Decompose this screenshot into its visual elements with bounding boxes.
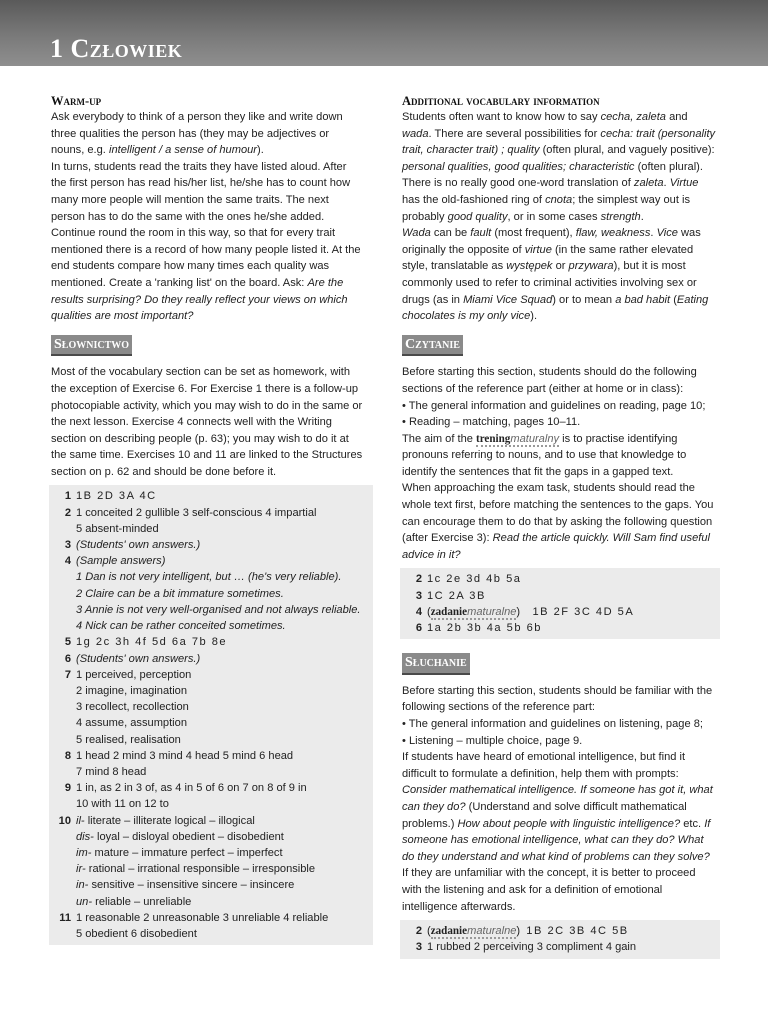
czytanie-paragraph-1: Before starting this section, students should do the following sections of the reference part (either at home or in class): xyxy=(402,366,697,395)
answer-11: 11 1 reasonable 2 unreasonable 3 unreliable 4 reliable 5 obedient 6 disobedient xyxy=(59,911,329,940)
left-column xyxy=(51,94,363,945)
sluchanie-bullet-1: • The general information and guidelines on listening, page 8; xyxy=(402,718,703,731)
slownictwo-title: Słownictwo xyxy=(51,335,132,357)
sluchanie-title: Słuchanie xyxy=(402,653,470,675)
warmup-paragraph-1: Ask everybody to think of a person they like and write down three qualities the person has (they may be adjectives or nouns, e.g. intelligent / a sense of humour). xyxy=(51,111,343,157)
chapter-title: 1 Człowiek xyxy=(50,34,183,63)
czytanie-answer-key xyxy=(400,568,720,639)
sluchanie-bullet-2: • Listening – multiple choice, page 9. xyxy=(402,734,583,747)
czytanie-answer-4: 4 (zadaniematuralne) 1B 2F 3C 4D 5A xyxy=(415,605,635,618)
slownictwo-paragraph: Most of the vocabulary section can be set as homework, with the exception of Exercise 6. For Exercise 1 there is a follow-up photocopiable activity, which you may wish to do in the same or the next lesson. Exercise 4 connects well with the Writing section on describing people (p. 63); you may wish to do it at the same time. Exercises 10 and 11 are linked to the Structures section on p. 62 and should be done before it. xyxy=(51,366,363,478)
addvocab-paragraph: Students often want to know how to say cecha, zaleta and wada. There are several possibilities for cecha: trait (personality trait, character trait) ; quality (often plural, and vaguely positive): personal qualities, good qualities; characteristic (often plural). There is no really good one-word translation of zaleta. Virtue has the old-fashioned ring of cnota; the simplest way out is probably good quality, or in some cases strength. xyxy=(402,111,716,223)
right-column xyxy=(402,94,716,959)
warmup-paragraph-2: In turns, students read the traits they have listed aloud. After the first person has read his/her list, he/she has to count how many more people will mention the same traits. The next person has to do the same with the ones he/she added. Continue round the room in this way, so that for every trait mentioned there is a record of how many people listed it. At the end students compare how many times each quality was mentioned. Create a 'ranking list' on the board. Ask: Are the results surprising? Do they really reflect your views on which qualities are most important? xyxy=(51,160,361,323)
czytanie-paragraph-3: When approaching the exam task, students should read the whole text first, before matching the sentences to the gaps. You can encourage them to do that by asking the following question (after Exercise 3): Read the article quickly. Will Sam find useful advice in it? xyxy=(402,482,714,561)
slownictwo-heading-wrap xyxy=(51,335,363,357)
sluchanie-heading-wrap xyxy=(402,653,716,675)
czytanie-bullet-1: • The general information and guidelines on reading, page 10; xyxy=(402,399,706,412)
czytanie-answer-6: 6 1a 2b 3b 4a 5b 6b xyxy=(415,622,542,635)
czytanie-heading-wrap xyxy=(402,335,716,357)
czytanie-title: Czytanie xyxy=(402,335,463,357)
sluchanie-answer-3: 3 1 rubbed 2 perceiving 3 compliment 4 gain xyxy=(415,941,637,954)
sluchanie-paragraph-1: Before starting this section, students should be familiar with the following sections of the reference part: xyxy=(402,684,713,714)
answer-9: 9 1 in, as 2 in 3 of, as 4 in 5 of 6 on 7 on 8 of 9 in 10 with 11 on 12 to xyxy=(64,782,307,811)
answer-4: 4 (Sample answers) 1 Dan is not very intelligent, but … (he's very reliable). 2 Claire can be a bit immature sometimes. 3 Annie is not very well-organised and not always reliable. 4 Nick can be rather conceited sometimes. xyxy=(64,555,361,633)
sluchanie-answer-key xyxy=(400,920,720,958)
addvocab-paragraph-wada: Wada can be fault (most frequent), flaw, weakness. Vice was originally the opposite of virtue (in the same rather elevated style, translatable as występek or przywara), but it is most commonly used to refer to criminal activities involving sex or drugs (as in Miami Vice Squad) or to mean a bad habit (Eating chocolates is my only vice). xyxy=(402,227,709,323)
chapter-header xyxy=(0,0,768,66)
addvocab-title: Additional vocabulary information xyxy=(402,94,600,108)
czytanie-bullet-2: • Reading – matching, pages 10–11. xyxy=(402,416,581,429)
answer-8: 8 1 head 2 mind 3 mind 4 head 5 mind 6 head 7 mind 8 head xyxy=(64,749,294,778)
answer-6: 6 (Students' own answers.) xyxy=(64,652,201,665)
czytanie-answer-2: 2 1c 2e 3d 4b 5a xyxy=(415,573,522,586)
answer-10: 10 il- literate – illiterate logical – illogical dis- loyal – disloyal obedient – disobedient im- mature – immature perfect – imperfect ir- rational – irrational responsible – irresponsible in- sensitive – insensitive sincere – insincere un- reliable – unreliable xyxy=(58,814,316,908)
czytanie-paragraph-2: The aim of the treningmaturalny is to practise identifying pronouns referring to nouns, and to use that knowledge to identify the sentences that fit the gaps in a gapped text. xyxy=(402,432,687,478)
answer-3: 3 (Students' own answers.) xyxy=(64,539,201,552)
slownictwo-answer-key xyxy=(49,485,373,945)
czytanie-answer-3: 3 1C 2A 3B xyxy=(415,589,486,602)
answer-1: 1 1B 2D 3A 4C xyxy=(64,490,157,503)
sluchanie-paragraph-3: If they are unfamiliar with the concept, it is better to proceed with the listening and ask for a definition of emotional intelligence afterwards. xyxy=(402,867,696,913)
sluchanie-paragraph-2: If students have heard of emotional intelligence, but find it difficult to formulate a definition, help them with prompts: Consider mathematical intelligence. If someone has got it, what can they do? (Understand and solve difficult mathematical problems.) How about people with linguistic intelligence? etc. If someone has emotional intelligence, what can they do? What do they understand and what kind of problems can they solve? xyxy=(402,751,713,863)
warmup-title: Warm-up xyxy=(51,94,102,108)
answer-2: 2 1 conceited 2 gullible 3 self-conscious 4 impartial 5 absent-minded xyxy=(64,506,317,535)
answer-5: 5 1g 2c 3h 4f 5d 6a 7b 8e xyxy=(64,636,228,649)
sluchanie-answer-2: 2 (zadaniematuralne) 1B 2C 3B 4C 5B xyxy=(415,925,629,938)
answer-7: 7 1 perceived, perception 2 imagine, imagination 3 recollect, recollection 4 assume, assumption 5 realised, realisation xyxy=(64,668,192,746)
